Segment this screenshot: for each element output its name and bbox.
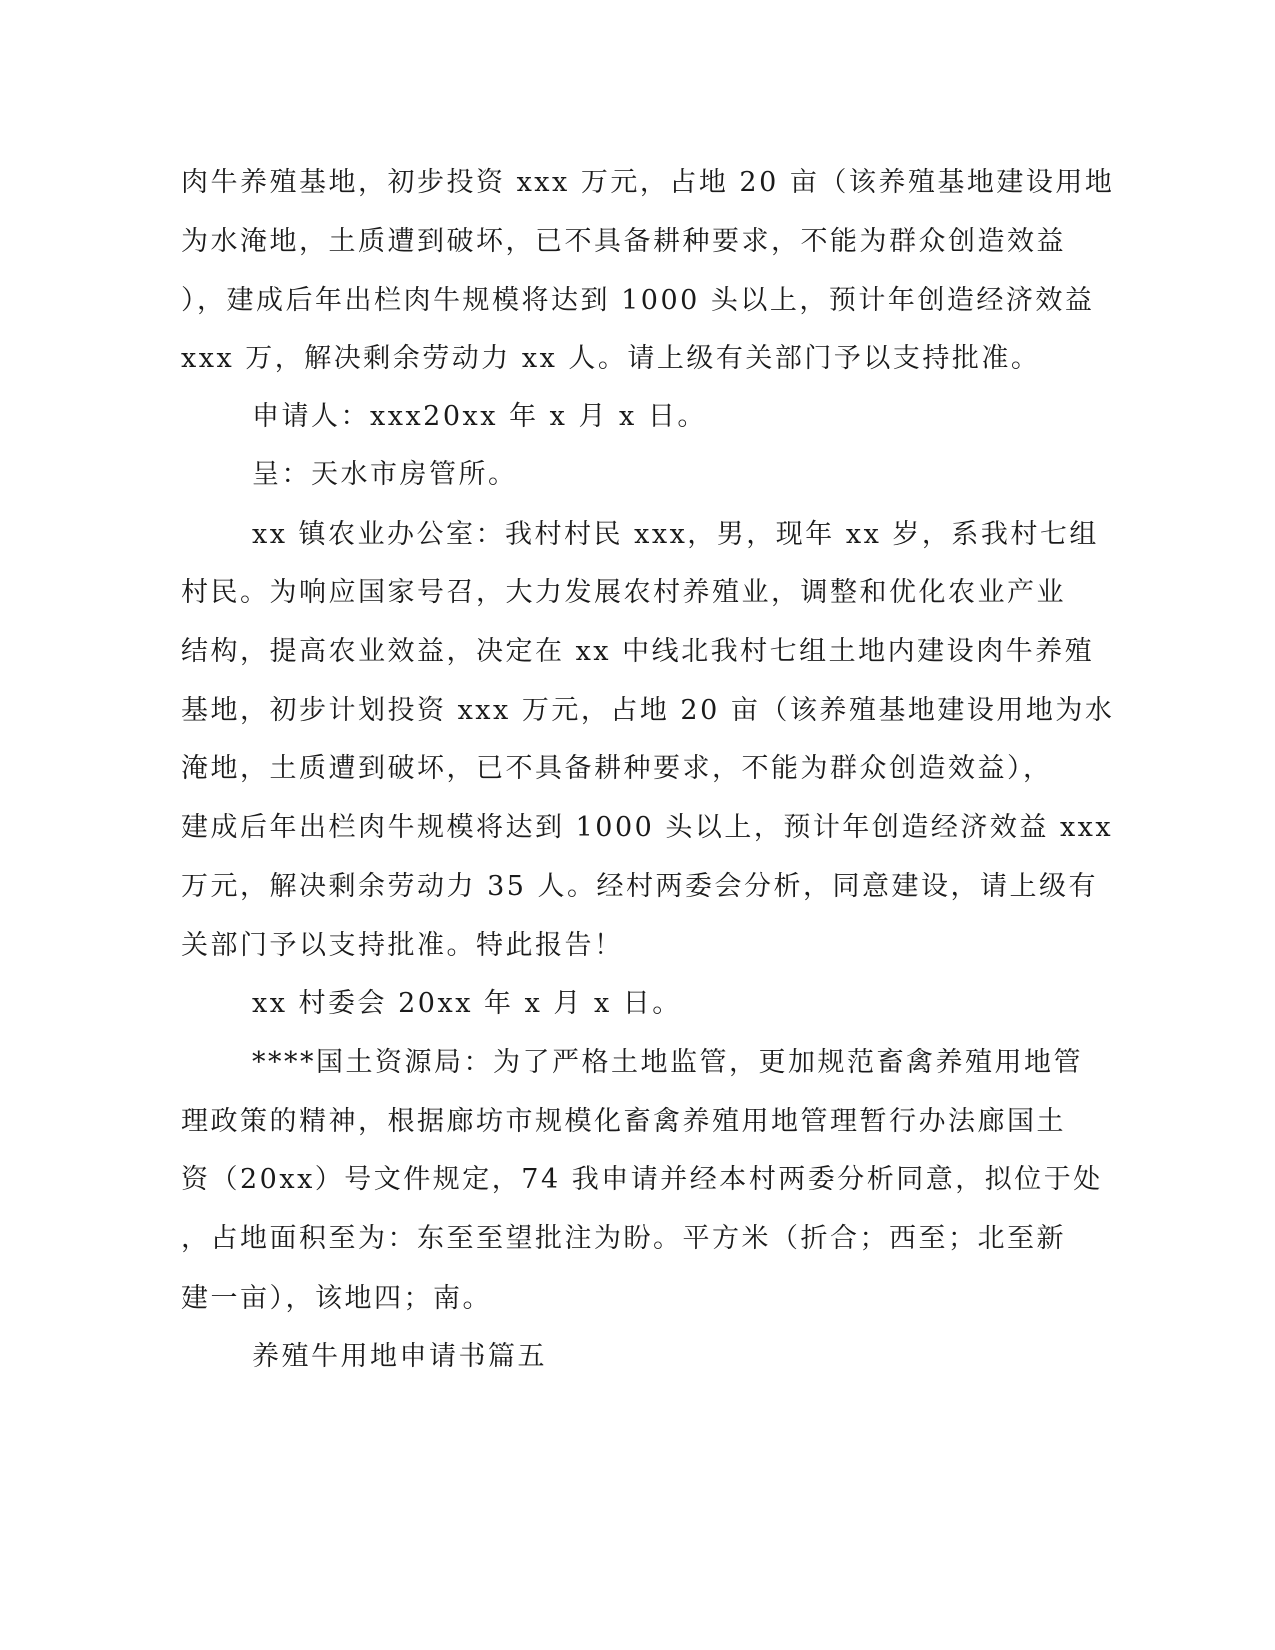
paragraph-line: 建一亩），该地四；南。 [181, 1283, 492, 1314]
paragraph-line: 肉牛养殖基地，初步投资 xxx 万元，占地 20 亩（该养殖基地建设用地 [181, 167, 1115, 198]
paragraph-line: xx 镇农业办公室：我村村民 xxx，男，现年 xx 岁，系我村七组 [252, 519, 1099, 550]
paragraph-line: 为水淹地，土质遭到破坏，已不具备耕种要求，不能为群众创造效益 [181, 226, 1066, 257]
paragraph-line: 村民。为响应国家号召，大力发展农村养殖业，调整和优化农业产业 [181, 577, 1066, 608]
paragraph-line: 理政策的精神，根据廊坊市规模化畜禽养殖用地管理暂行办法廊国土 [181, 1106, 1066, 1137]
paragraph-line: 建成后年出栏肉牛规模将达到 1000 头以上，预计年创造经济效益 xxx [181, 812, 1114, 843]
paragraph-line: ****国土资源局：为了严格土地监管，更加规范畜禽养殖用地管 [252, 1047, 1083, 1078]
paragraph-line: 淹地，土质遭到破坏，已不具备耕种要求，不能为群众创造效益）， [181, 753, 1053, 784]
paragraph-line: 关部门予以支持批准。特此报告！ [181, 930, 624, 961]
paragraph-line: ，占地面积至为：东至至望批注为盼。平方米（折合；西至；北至新 [181, 1223, 1066, 1254]
paragraph-line: xxx 万，解决剩余劳动力 xx 人。请上级有关部门予以支持批准。 [181, 343, 1041, 374]
paragraph-line: ），建成后年出栏肉牛规模将达到 1000 头以上，预计年创造经济效益 [181, 285, 1095, 316]
applicant-date-line: 申请人：xxx20xx 年 x 月 x 日。 [252, 401, 707, 432]
paragraph-line: 结构，提高农业效益，决定在 xx 中线北我村七组土地内建设肉牛养殖 [181, 636, 1095, 667]
paragraph-line: 基地，初步计划投资 xxx 万元，占地 20 亩（该养殖基地建设用地为水 [181, 695, 1115, 726]
committee-date-line: xx 村委会 20xx 年 x 月 x 日。 [252, 988, 682, 1019]
paragraph-line: 资（20xx）号文件规定，74 我申请并经本村两委分析同意，拟位于处 [181, 1164, 1103, 1195]
section-heading: 养殖牛用地申请书篇五 [252, 1341, 547, 1372]
recipient-line: 呈：天水市房管所。 [252, 459, 518, 490]
paragraph-line: 万元，解决剩余劳动力 35 人。经村两委会分析，同意建设，请上级有 [181, 871, 1099, 902]
